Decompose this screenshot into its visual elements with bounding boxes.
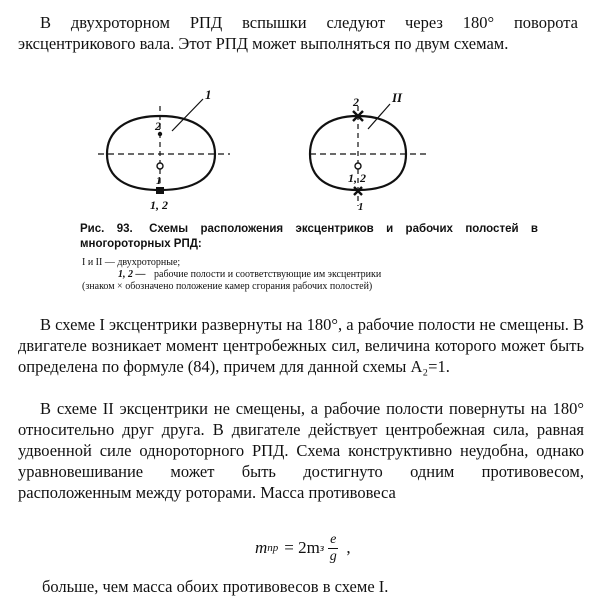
paragraph-intro: В двухроторном РПД вспышки следуют через 180° поворота эксцентрикового вала. Этот РПД может выполняться по двум схемам. (18, 13, 578, 53)
formula-factor-subscript: з (319, 542, 325, 554)
figure-caption-text: Схемы расположения эксцентриков и рабочих полостей в многороторных РПД: (80, 223, 538, 250)
paragraph-scheme-2: В схеме II эксцентрики не смещены, а рабочие полости повернуты на 180° относительно друг друга. В двигателе действует центробежная сила, равная удвоенной силе однороторного РПД. Схема конструктивно неудобна, однако уравновешивание может быть достигнуто одним противовесом, расположенным между роторами. Масса противовеса (18, 399, 584, 502)
right-top-number: 2 (353, 95, 359, 109)
left-bottom-numbers: 1, 2 (150, 198, 168, 212)
right-center-marker (355, 163, 361, 169)
paragraph-scheme-1: В схеме I эксцентрики развернуты на 180°, а рабочие полости не смещены. В двигателе возникает момент центробежных сил, величина которого может быть определена по формуле (84), причем для данной схемы A₂=1. (18, 315, 584, 376)
right-bottom-number: 1 (358, 201, 364, 213)
formula-lhs: m (255, 538, 268, 557)
caption-line-2-text: рабочие полости и соответствующие им эксцентрики (154, 269, 382, 280)
left-center-marker (157, 163, 163, 169)
eccentric-arrangement-figure (90, 86, 520, 218)
left-top-number: 2 (155, 119, 161, 133)
figure-caption-title (80, 222, 538, 252)
formula-denominator: g (329, 548, 337, 564)
left-center-number: 1 (156, 175, 162, 187)
formula-equals: = 2m (284, 538, 320, 557)
right-scheme-label: II (392, 90, 403, 105)
formula-lhs-subscript: пр (267, 542, 279, 554)
caption-line-2 (118, 269, 530, 281)
caption-line-2-key: 1, 2 — (118, 269, 146, 280)
caption-line-3: (знаком × обозначено положение камер сгорания рабочих полостей) (82, 281, 373, 292)
paragraph-conclusion: больше, чем масса обоих противовесов в схеме I. (42, 577, 389, 596)
right-center-numbers: 1, 2 (348, 171, 366, 185)
formula-trailing-comma: , (346, 538, 351, 557)
left-scheme-label: 1 (205, 87, 212, 102)
figure-number: Рис. 93. (80, 223, 133, 235)
formula-numerator: e (330, 531, 337, 547)
formula-fraction (328, 532, 338, 565)
counterweight-mass-formula (255, 528, 351, 568)
caption-line-1: I и II — двухроторные; (82, 257, 181, 268)
left-bottom-marker (156, 187, 164, 194)
